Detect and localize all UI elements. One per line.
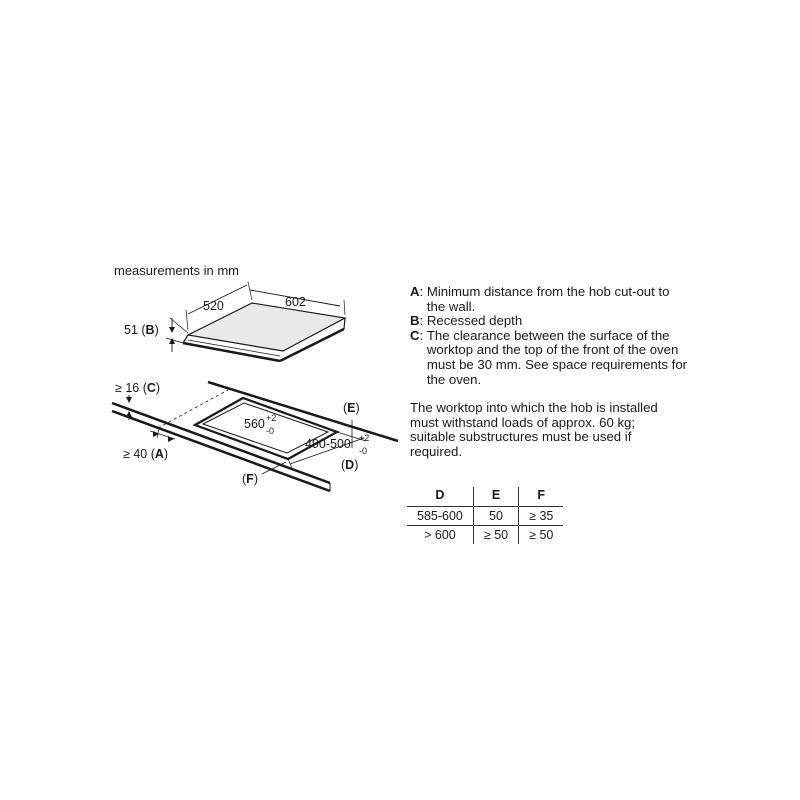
callout-e: (E) [343, 401, 360, 415]
clearance-table [407, 487, 563, 544]
cutout-depth-tol-plus: +2 [359, 433, 370, 443]
legend-item-a: A : Minimum distance from the hob cut-out to the wall. [410, 284, 670, 314]
worktop-load-note: The worktop into which the hob is installed must withstand loads of approx. 60 kg; suitable substructures must be used if required. [410, 400, 658, 459]
table-row: > 600 ≥ 50 ≥ 50 [407, 526, 563, 545]
cutout-width-tol-minus: -0 [266, 426, 275, 436]
legend-item-b: B : Recessed depth [410, 313, 523, 329]
worktop-back-edge [208, 382, 398, 441]
legend [410, 285, 690, 460]
hob-arrows [169, 327, 175, 344]
callout-d: (D) [341, 458, 359, 472]
wall-line-dashed [158, 390, 228, 428]
table-header-d: D [435, 488, 445, 502]
table-row: 585-600 50 ≥ 35 [407, 507, 563, 526]
callout-f: (F) [242, 472, 258, 486]
worktop-min-label: ≥ 16 (C) [115, 381, 161, 395]
units-label: measurements in mm [114, 263, 239, 278]
table-header-f: F [519, 487, 564, 507]
table-header-e: E [473, 487, 518, 507]
wall-min-label: ≥ 40 (A) [123, 447, 169, 461]
cutout-width-tol-plus: +2 [266, 413, 277, 423]
width-label: 602 [285, 295, 306, 309]
depth-label: 520 [203, 299, 224, 313]
cutout-depth-tol-minus: -0 [359, 446, 368, 456]
hob-height-label: 51 (B) [124, 323, 159, 337]
hob-drawing [166, 282, 345, 361]
cutout-depth-label: 490-500 [305, 437, 351, 451]
cutout-width-label: 560 [244, 417, 265, 431]
legend-item-c: C : The clearance between the surface of the worktop and the top of the front of the oven must be 30 mm. See space requirements for the oven. [410, 327, 688, 387]
